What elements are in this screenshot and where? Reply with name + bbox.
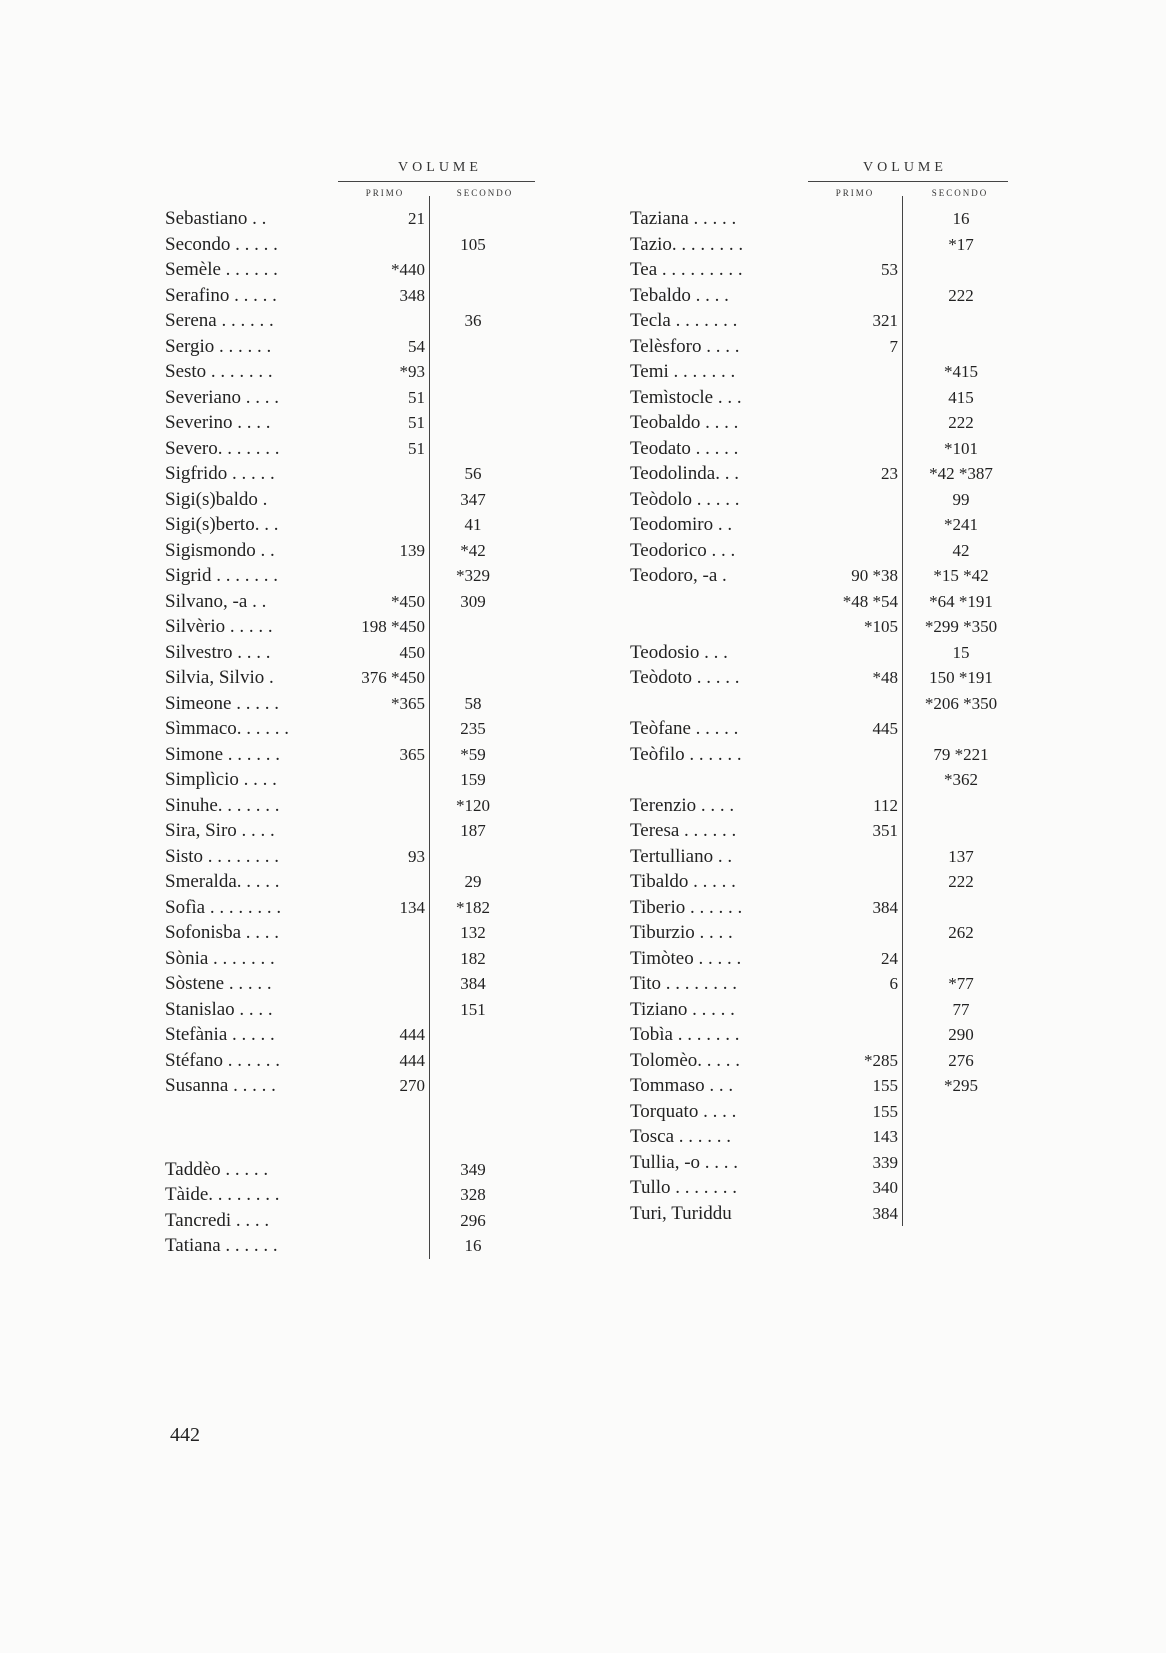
index-entry (630, 742, 1070, 768)
index-entry (165, 742, 575, 768)
secondo-ref: 159 (460, 770, 486, 789)
primo-ref: 112 (873, 795, 898, 815)
secondo-ref: *241 (944, 515, 978, 534)
entry-name: Silvèrio . . . . . (165, 616, 273, 637)
entry-name: Teodomiro . . (630, 514, 733, 535)
entry-name: Stanislao . . . . (165, 998, 273, 1020)
secondo-ref: 137 (948, 846, 974, 866)
entry-name: Sònia . . . . . . . (165, 947, 275, 969)
entry-name: Sira, Siro . . . . (165, 820, 275, 841)
index-entry (630, 334, 1070, 360)
index-entry (630, 818, 1070, 844)
entry-name: Teodoro, -a . (630, 565, 727, 586)
primo-ref: 7 (889, 336, 898, 356)
primo-ref: 21 (408, 209, 425, 228)
secondo-ref: 16 (464, 1236, 482, 1255)
entry-name: Simone . . . . . . (165, 743, 281, 765)
index-entry (165, 1157, 575, 1183)
secondo-ref: 309 (460, 591, 486, 611)
secondo-ref: 29 (464, 872, 482, 891)
entry-name: Sìmmaco. . . . . . (165, 718, 290, 739)
primo-ref: 444 (399, 1050, 425, 1070)
index-entry (630, 232, 1070, 258)
secondo-label: SECONDO (931, 188, 989, 198)
entry-name: Silvia, Silvio . (165, 667, 274, 688)
secondo-ref: 105 (460, 234, 486, 254)
primo-ref: *365 (391, 693, 425, 713)
index-entry (630, 997, 1070, 1023)
secondo-ref: *15 *42 (933, 566, 989, 585)
primo-ref: 348 (399, 285, 425, 305)
secondo-ref: 290 (948, 1025, 974, 1044)
primo-ref: 376 *450 (361, 668, 425, 687)
index-entry (165, 385, 575, 411)
entry-name: Teodato . . . . . (630, 437, 739, 459)
index-entry (165, 538, 575, 564)
index-entry (165, 1022, 575, 1048)
secondo-ref: 187 (460, 821, 486, 840)
index-entry (165, 1233, 575, 1259)
primo-ref: 51 (408, 413, 425, 432)
entry-name: Turi, Turiddu (630, 1202, 732, 1224)
index-entry (630, 410, 1070, 436)
entry-name: Stéfano . . . . . . (165, 1049, 281, 1071)
entry-name: Susanna . . . . . (165, 1075, 276, 1096)
secondo-ref: 99 (952, 489, 970, 509)
index-entry (165, 640, 575, 666)
entry-name: Tobìa . . . . . . . (630, 1024, 740, 1045)
secondo-ref: *64 *191 (929, 591, 993, 611)
entry-name: Tea . . . . . . . . . (630, 259, 743, 280)
index-entry (630, 1048, 1070, 1074)
index-entry (165, 1208, 575, 1234)
entries-left (165, 206, 575, 1259)
secondo-ref: 36 (464, 311, 482, 330)
index-entry (630, 487, 1070, 513)
index-entry (630, 716, 1070, 742)
index-entry (630, 512, 1070, 538)
index-entry (630, 308, 1070, 334)
index-entry (165, 1048, 575, 1074)
primo-ref: *440 (391, 260, 425, 279)
volume-header (165, 160, 575, 206)
primo-ref: 93 (408, 846, 425, 866)
entry-name: Silvano, -a . . (165, 590, 267, 612)
primo-ref: 155 (872, 1101, 898, 1121)
entry-name: Tullia, -o . . . . (630, 1151, 739, 1173)
entry-name: Sigrid . . . . . . . (165, 565, 278, 586)
entry-name: Tibaldo . . . . . (630, 871, 736, 892)
volume-title: VOLUME (398, 160, 482, 175)
entry-name: Sisto . . . . . . . . (165, 845, 280, 867)
secondo-ref: 347 (460, 489, 486, 509)
index-entry (630, 767, 1070, 793)
entry-name: Secondo . . . . . (165, 233, 278, 255)
secondo-ref: 384 (460, 974, 486, 993)
entry-name: Tàide. . . . . . . . (165, 1184, 280, 1205)
index-entry (165, 793, 575, 819)
entry-name: Semèle . . . . . . (165, 259, 278, 280)
primo-ref: 198 *450 (361, 617, 425, 636)
index-entry (630, 844, 1070, 870)
index-entry (630, 359, 1070, 385)
secondo-ref: 415 (948, 387, 974, 407)
entry-name: Temi . . . . . . . (630, 361, 736, 382)
entry-name: Teòfilo . . . . . . (630, 743, 742, 765)
entry-name: Sergio . . . . . . (165, 335, 272, 357)
primo-ref: 384 (872, 1203, 898, 1223)
entry-name: Tebaldo . . . . (630, 284, 729, 306)
secondo-ref: 77 (952, 999, 970, 1019)
index-entry (165, 461, 575, 487)
entry-name: Serafino . . . . . (165, 284, 277, 306)
entry-name: Sebastiano . . (165, 208, 267, 229)
secondo-label: SECONDO (456, 188, 514, 198)
secondo-ref: 56 (464, 464, 482, 483)
entry-name: Sofonisba . . . . (165, 922, 279, 943)
index-entry (630, 920, 1070, 946)
secondo-ref: 151 (460, 999, 486, 1019)
entry-name: Teodolinda. . . (630, 463, 739, 484)
primo-ref: *105 (864, 617, 898, 636)
secondo-ref: 222 (948, 872, 974, 891)
index-entry (630, 1073, 1070, 1099)
index-entry (630, 869, 1070, 895)
primo-ref: 450 (399, 642, 425, 662)
primo-ref: 444 (399, 1025, 425, 1044)
primo-ref: *450 (391, 591, 425, 611)
secondo-ref: *101 (944, 438, 978, 458)
entry-name: Teòfane . . . . . (630, 718, 739, 739)
secondo-ref: *329 (456, 566, 490, 585)
entry-name: Teodorico . . . (630, 539, 736, 561)
index-entry (630, 971, 1070, 997)
primo-ref: 24 (881, 948, 898, 968)
entry-name: Telèsforo . . . . (630, 335, 740, 357)
entries-group-s (165, 206, 575, 1099)
entry-name: Simplìcio . . . . (165, 769, 277, 790)
index-entry (165, 512, 575, 538)
volume-rule (808, 181, 1008, 182)
secondo-ref: 328 (460, 1185, 486, 1204)
secondo-ref: *120 (456, 795, 490, 815)
index-entry (165, 359, 575, 385)
primo-ref: 270 (399, 1076, 425, 1095)
secondo-ref: *295 (944, 1076, 978, 1095)
entries-right (630, 206, 1070, 1226)
primo-ref: 53 (881, 260, 898, 279)
index-entry (165, 920, 575, 946)
primo-ref: *285 (864, 1050, 898, 1070)
primo-ref: 134 (399, 897, 425, 917)
entry-name: Teobaldo . . . . (630, 412, 739, 433)
primo-ref: 54 (408, 336, 425, 356)
entry-name: Sigi(s)berto. . . (165, 514, 279, 535)
secondo-ref: *59 (460, 744, 486, 764)
index-entry (165, 308, 575, 334)
secondo-ref: 41 (464, 515, 482, 534)
index-entry (165, 589, 575, 615)
secondo-ref: 296 (460, 1210, 486, 1230)
entry-name: Temìstocle . . . (630, 386, 742, 408)
left-column (165, 160, 575, 1259)
entry-name: Sigi(s)baldo . (165, 488, 268, 510)
entry-name: Timòteo . . . . . (630, 947, 742, 969)
entries-group-t (630, 206, 1070, 1226)
primo-ref: 6 (889, 974, 898, 993)
secondo-ref: 276 (948, 1050, 974, 1070)
secondo-ref: 222 (948, 285, 974, 305)
index-entry (630, 614, 1070, 640)
index-entry (165, 487, 575, 513)
entry-name: Teresa . . . . . . (630, 820, 737, 841)
index-entry (630, 563, 1070, 589)
index-entry (630, 1175, 1070, 1201)
entry-name: Serena . . . . . . (165, 310, 274, 331)
group-gap (165, 1099, 575, 1157)
primo-ref: 365 (399, 744, 425, 764)
entry-name: Tiberio . . . . . . (630, 896, 743, 918)
entry-name: Silvestro . . . . (165, 641, 271, 663)
entry-name: Terenzio . . . . (630, 794, 735, 816)
secondo-ref: 262 (948, 923, 974, 942)
index-entry (165, 869, 575, 895)
index-entry (165, 436, 575, 462)
secondo-ref: 58 (464, 693, 482, 713)
secondo-ref: *206 *350 (924, 693, 998, 713)
entry-name: Taziana . . . . . (630, 208, 737, 229)
index-entry (630, 1150, 1070, 1176)
entry-name: Tolomèo. . . . . (630, 1049, 741, 1071)
index-entry (165, 997, 575, 1023)
index-entry (165, 767, 575, 793)
entry-name: Teòdoto . . . . . (630, 667, 740, 688)
index-entry (630, 665, 1070, 691)
volume-header (630, 160, 1070, 206)
index-entry (630, 895, 1070, 921)
index-entry (630, 283, 1070, 309)
entry-name: Tazio. . . . . . . . (630, 233, 744, 255)
index-entry (630, 589, 1070, 615)
volume-rule (338, 181, 535, 182)
secondo-ref: 222 (948, 413, 974, 432)
index-entry (165, 691, 575, 717)
entry-name: Smeralda. . . . . (165, 871, 280, 892)
index-entry (165, 844, 575, 870)
index-entry (165, 1182, 575, 1208)
entry-name: Severino . . . . (165, 412, 271, 433)
primo-ref: 23 (881, 464, 898, 483)
entry-name: Tecla . . . . . . . (630, 310, 738, 331)
secondo-ref: 79 *221 (933, 744, 989, 764)
index-entry (165, 895, 575, 921)
entry-name: Sofìa . . . . . . . . (165, 896, 282, 918)
primo-ref: *48 (872, 668, 898, 687)
entry-name: Tiburzio . . . . (630, 922, 733, 943)
entry-name: Stefània . . . . . (165, 1024, 275, 1045)
index-entry (630, 1124, 1070, 1150)
entry-name: Tosca . . . . . . (630, 1126, 732, 1147)
primo-ref: 339 (872, 1152, 898, 1172)
primo-ref: 51 (408, 387, 425, 407)
primo-ref: *48 *54 (842, 591, 898, 611)
secondo-ref: *415 (944, 362, 978, 381)
index-entry (165, 334, 575, 360)
primo-ref: 143 (872, 1127, 898, 1146)
entry-name: Tommaso . . . (630, 1075, 734, 1096)
primo-ref: 321 (872, 311, 898, 330)
index-entry (165, 716, 575, 742)
primo-label: PRIMO (365, 188, 405, 198)
entry-name: Tancredi . . . . (165, 1209, 270, 1231)
entry-name: Severo. . . . . . . (165, 437, 280, 459)
secondo-ref: *42 *387 (929, 464, 993, 483)
index-entry (630, 538, 1070, 564)
page-number: 442 (170, 1424, 200, 1446)
secondo-ref: *77 (948, 974, 974, 993)
primo-ref: 351 (872, 821, 898, 840)
primo-ref: 445 (872, 719, 898, 738)
entry-name: Sigfrido . . . . . (165, 463, 275, 484)
index-entry (165, 614, 575, 640)
secondo-ref: 182 (460, 948, 486, 968)
secondo-ref: *182 (456, 897, 490, 917)
index-entry (630, 385, 1070, 411)
index-entry (630, 206, 1070, 232)
primo-label: PRIMO (835, 188, 875, 198)
primo-ref: *93 (399, 362, 425, 381)
primo-ref: 51 (408, 438, 425, 458)
index-entry (630, 461, 1070, 487)
index-entry (630, 793, 1070, 819)
entry-name: Tiziano . . . . . (630, 998, 735, 1020)
secondo-ref: 15 (952, 642, 970, 662)
index-entry (630, 640, 1070, 666)
entry-name: Sinuhe. . . . . . . (165, 794, 280, 816)
secondo-ref: *42 (460, 540, 486, 560)
index-entry (165, 410, 575, 436)
entry-name: Tatiana . . . . . . (165, 1235, 278, 1256)
entry-name: Teòdolo . . . . . (630, 488, 740, 510)
primo-ref: 155 (872, 1076, 898, 1095)
primo-ref: 90 *38 (851, 566, 898, 585)
volume-title: VOLUME (863, 160, 947, 175)
entry-name: Teodosio . . . (630, 641, 728, 663)
entry-name: Sòstene . . . . . (165, 973, 272, 994)
index-entry (165, 232, 575, 258)
secondo-ref: *362 (944, 770, 978, 789)
secondo-ref: *17 (948, 234, 974, 254)
secondo-ref: 150 *191 (929, 668, 993, 687)
primo-ref: 340 (872, 1178, 898, 1197)
entry-name: Taddèo . . . . . (165, 1158, 269, 1180)
index-entry (165, 257, 575, 283)
index-entry (630, 257, 1070, 283)
right-column (630, 160, 1070, 1226)
index-entry (630, 691, 1070, 717)
entry-name: Tullo . . . . . . . (630, 1177, 737, 1198)
index-entry (165, 665, 575, 691)
index-entry (165, 946, 575, 972)
secondo-ref: 16 (952, 209, 970, 228)
entry-name: Tito . . . . . . . . (630, 973, 737, 994)
index-entry (165, 206, 575, 232)
entry-name: Sigismondo . . (165, 539, 275, 561)
index-entry (165, 1073, 575, 1099)
index-entry (630, 1022, 1070, 1048)
index-entry (165, 563, 575, 589)
index-entry (165, 971, 575, 997)
entry-name: Simeone . . . . . (165, 692, 279, 714)
index-entry (165, 818, 575, 844)
entry-name: Tertulliano . . (630, 845, 733, 867)
secondo-ref: 132 (460, 923, 486, 942)
entries-group-t (165, 1157, 575, 1259)
secondo-ref: 42 (952, 540, 970, 560)
index-entry (630, 1099, 1070, 1125)
index-entry (630, 1201, 1070, 1227)
entry-name: Sesto . . . . . . . (165, 361, 273, 382)
index-entry (165, 283, 575, 309)
primo-ref: 384 (872, 897, 898, 917)
secondo-ref: *299 *350 (924, 617, 998, 636)
index-entry (630, 946, 1070, 972)
entry-name: Severiano . . . . (165, 386, 279, 408)
secondo-ref: 349 (460, 1159, 486, 1179)
primo-ref: 139 (399, 540, 425, 560)
index-entry (630, 436, 1070, 462)
secondo-ref: 235 (460, 719, 486, 738)
entry-name: Torquato . . . . (630, 1100, 737, 1122)
